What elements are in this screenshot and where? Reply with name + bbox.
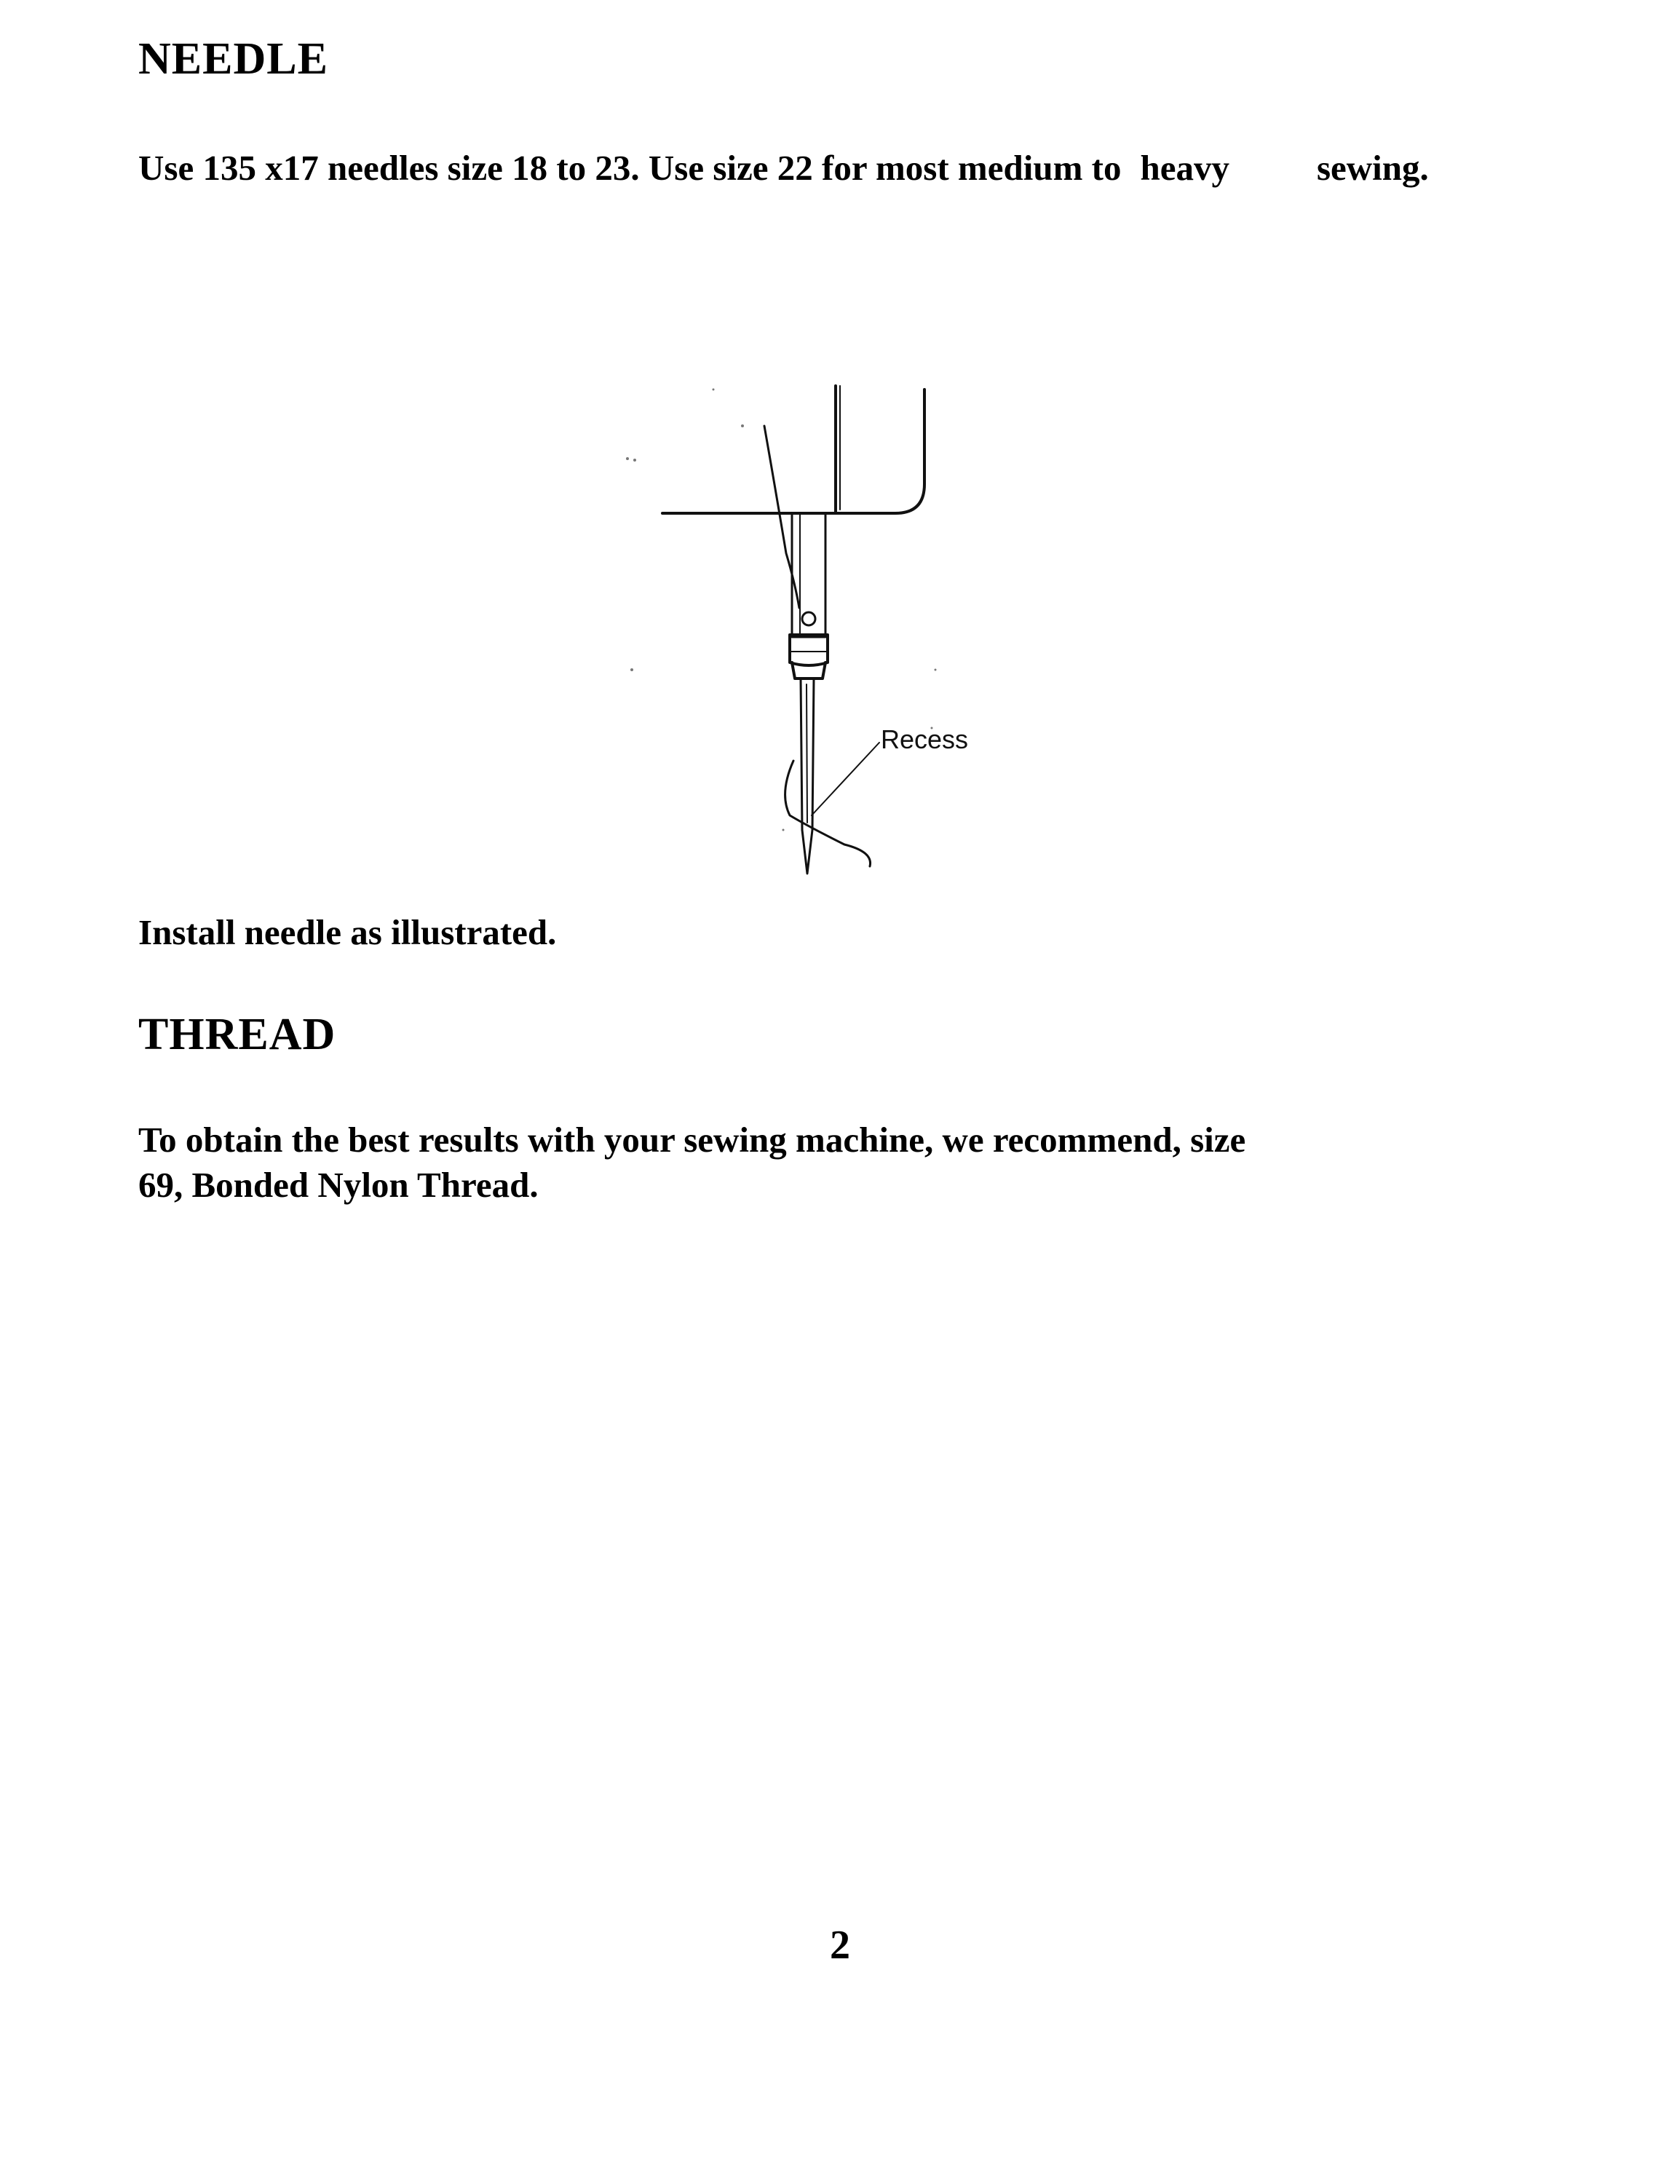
- recess-label: Recess: [881, 724, 969, 754]
- thread-recommendation-line2: 69, Bonded Nylon Thread.: [138, 1165, 539, 1205]
- needle-instruction-part1: Use 135 x17 needles size 18 to 23. Use size 22 for most medium to: [138, 148, 1122, 188]
- clamp-screw: [802, 612, 815, 625]
- machine-head-outline: [662, 389, 924, 513]
- needle-instruction: [138, 146, 1558, 191]
- lower-thread: [785, 761, 871, 866]
- install-note: Install needle as illustrated.: [138, 912, 557, 952]
- needle-clamp: [792, 513, 825, 637]
- needle-diagram-svg: [568, 364, 1077, 917]
- needle-heading: NEEDLE: [138, 34, 328, 84]
- recess-leader-line: [812, 743, 879, 815]
- thread-recommendation-line1: To obtain the best results with your sewing machine, we recommend, size: [138, 1120, 1246, 1160]
- needle-shank-right: [812, 678, 814, 830]
- needle-point: [802, 830, 812, 874]
- clamp-collar: [790, 635, 828, 665]
- needle-instruction-part3: sewing.: [1316, 148, 1429, 188]
- needle-shank-left: [801, 678, 802, 830]
- needle-instruction-part2: heavy: [1140, 148, 1229, 188]
- thread-recommendation: [138, 1117, 1449, 1208]
- page-number: 2: [830, 1923, 850, 1968]
- thread-heading: THREAD: [138, 1010, 336, 1059]
- upper-thread: [764, 426, 799, 608]
- needle-installation-diagram: [568, 364, 1077, 917]
